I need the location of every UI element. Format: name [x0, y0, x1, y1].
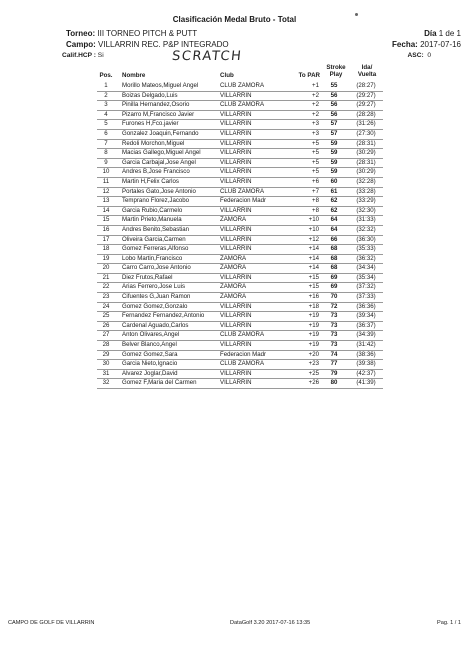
row-to-par: +2: [312, 110, 319, 118]
footer-left: CAMPO DE GOLF DE VILLARRIN: [8, 620, 95, 626]
row-nombre: Portales Gato,Jose Antonio: [122, 187, 196, 195]
row-club: VILLARRIN: [220, 379, 252, 387]
row-to-par: +25: [308, 369, 319, 377]
col-to-par: To PAR: [298, 72, 320, 79]
table-row: [97, 322, 383, 332]
row-pos: 16: [102, 225, 110, 233]
row-club: VILLARRIN: [220, 139, 252, 147]
row-ida-vuelta: (28:31): [356, 139, 376, 147]
fecha-value: 2017-07-16: [420, 40, 461, 49]
row-ida-vuelta: (36:36): [356, 302, 376, 310]
row-pos: 9: [104, 158, 108, 166]
campo-label: Campo:: [66, 40, 96, 49]
row-stroke: 69: [330, 273, 338, 281]
campo-value: VILLARRIN REC. P&P INTEGRADO: [98, 40, 229, 49]
row-pos: 22: [102, 283, 110, 291]
row-stroke: 73: [330, 312, 338, 320]
row-pos: 18: [102, 245, 110, 253]
row-pos: 21: [102, 273, 110, 281]
row-club: VILLARRIN: [220, 273, 252, 281]
row-nombre: Arias Ferrero,Jose Luis: [122, 283, 185, 291]
row-to-par: +10: [308, 216, 319, 224]
row-to-par: +1: [312, 82, 319, 89]
row-to-par: +5: [312, 139, 319, 147]
row-nombre: Redoli Morchon,Miguel: [122, 139, 185, 147]
row-club: ZAMORA: [220, 264, 247, 272]
row-ida-vuelta: (32:30): [356, 206, 376, 214]
row-ida-vuelta: (28:28): [356, 110, 376, 118]
row-stroke: 69: [330, 283, 338, 291]
row-to-par: +8: [312, 206, 319, 214]
row-to-par: +6: [312, 177, 319, 185]
row-stroke: 62: [330, 197, 338, 205]
row-stroke: 56: [330, 110, 338, 118]
row-club: VILLARRIN: [220, 369, 252, 377]
asc-line: [408, 52, 431, 59]
row-ida-vuelta: (32:28): [356, 177, 376, 185]
row-pos: 13: [102, 197, 110, 205]
row-ida-vuelta: (35:34): [356, 273, 376, 281]
campo-line: [66, 40, 229, 49]
row-nombre: Pizarro M,Francisco Javier: [122, 110, 195, 118]
table-row: [97, 245, 383, 255]
row-stroke: 59: [330, 149, 338, 157]
row-stroke: 74: [330, 350, 338, 358]
row-pos: 11: [102, 177, 110, 185]
row-club: VILLARRIN: [220, 235, 252, 243]
row-nombre: Lobo Martin,Francisco: [122, 254, 183, 262]
row-nombre: Gomez Ferreras,Alfonso: [122, 245, 189, 253]
table-row: [97, 226, 383, 236]
row-to-par: +14: [308, 254, 319, 262]
row-nombre: Diez Frutos,Rafael: [122, 273, 173, 281]
row-to-par: +5: [312, 149, 319, 157]
row-ida-vuelta: (27:30): [356, 129, 376, 137]
row-nombre: Oliveira Garcia,Carmen: [122, 235, 186, 243]
calif-value: Si: [97, 52, 104, 59]
row-ida-vuelta: (29:27): [356, 91, 376, 99]
row-ida-vuelta: (36:32): [356, 254, 376, 262]
row-pos: 17: [102, 235, 110, 243]
table-row: [97, 312, 383, 322]
row-to-par: +19: [308, 321, 319, 329]
footer-center: DataGolf 3.20 2017-07-16 13:35: [230, 620, 311, 626]
row-pos: 30: [102, 360, 110, 368]
row-pos: 5: [104, 120, 108, 128]
row-stroke: 57: [330, 129, 338, 137]
row-to-par: +2: [312, 101, 319, 109]
row-to-par: +12: [308, 235, 319, 243]
row-stroke: 73: [330, 331, 338, 339]
table-row: [97, 159, 383, 169]
asc-label: ASC:: [407, 52, 424, 59]
row-to-par: +15: [308, 283, 319, 291]
row-pos: 32: [102, 379, 110, 387]
row-ida-vuelta: (31:42): [356, 341, 376, 349]
table-row: [97, 82, 383, 92]
row-stroke: 59: [330, 168, 338, 176]
row-nombre: Carro Carro,Jose Antonio: [122, 264, 191, 272]
table-row: [97, 360, 383, 370]
table-row: [97, 101, 383, 111]
row-stroke: 70: [330, 293, 338, 301]
row-ida-vuelta: (36:30): [356, 235, 376, 243]
row-stroke: 68: [330, 264, 338, 272]
row-stroke: 73: [330, 341, 338, 349]
row-to-par: +3: [312, 129, 319, 137]
row-club: VILLARRIN: [220, 149, 252, 157]
row-club: VILLARRIN: [220, 91, 252, 99]
row-club: VILLARRIN: [220, 225, 252, 233]
row-club: CLUB ZAMORA: [220, 187, 265, 195]
row-to-par: +18: [308, 302, 319, 310]
col-nombre: Nombre: [122, 72, 146, 79]
row-club: VILLARRIN: [220, 158, 252, 166]
fecha-label: Fecha:: [392, 40, 418, 49]
row-nombre: Gonzalez Joaquin,Fernando: [122, 129, 199, 137]
row-pos: 26: [102, 321, 110, 329]
row-club: ZAMORA: [220, 283, 247, 291]
row-pos: 25: [102, 312, 110, 320]
row-pos: 31: [102, 369, 110, 377]
row-stroke: 68: [330, 254, 338, 262]
row-ida-vuelta: (41:39): [356, 379, 376, 387]
row-club: VILLARRIN: [220, 129, 252, 137]
calif-label: Calif.HCP :: [62, 52, 96, 59]
row-nombre: Gomez Gomez,Gonzalo: [122, 302, 188, 310]
row-ida-vuelta: (37:32): [356, 283, 376, 291]
row-nombre: Belver Blanco,Angel: [122, 341, 177, 349]
handwritten-note: SCRATCH: [171, 49, 244, 64]
row-nombre: Andres Benito,Sebastian: [122, 225, 190, 233]
row-stroke: 59: [330, 158, 338, 166]
row-club: ZAMORA: [220, 216, 247, 224]
table-row: [97, 197, 383, 207]
row-pos: 19: [102, 254, 110, 262]
row-nombre: Garcia Rubio,Carmelo: [122, 206, 183, 214]
table-row: [97, 111, 383, 121]
row-nombre: Morillo Mateos,Miguel Angel: [122, 82, 199, 89]
row-to-par: +26: [308, 379, 319, 387]
row-nombre: Cifuentes G,Juan Ramon: [122, 293, 191, 301]
row-stroke: 79: [330, 369, 338, 377]
row-ida-vuelta: (36:37): [356, 321, 376, 329]
dia-label: Día: [424, 29, 437, 38]
row-ida-vuelta: (31:33): [356, 216, 376, 224]
row-pos: 8: [104, 149, 108, 157]
table-row: [97, 149, 383, 159]
row-nombre: Cardenal Aguado,Carlos: [122, 321, 189, 329]
row-stroke: 60: [330, 177, 338, 185]
row-club: Federacion Madr: [220, 350, 267, 358]
row-pos: 12: [102, 187, 110, 195]
col-ida-vuelta: Ida/ Vuelta: [357, 64, 377, 78]
table-row: [97, 168, 383, 178]
table-row: [97, 331, 383, 341]
row-nombre: Martin H,Felix Carlos: [122, 177, 179, 185]
row-nombre: Temprano Florez,Jacobo: [122, 197, 190, 205]
row-ida-vuelta: (33:28): [356, 187, 376, 195]
row-ida-vuelta: (37:33): [356, 293, 376, 301]
table-row: [97, 207, 383, 217]
row-nombre: Fernandez Fernandez,Antonio: [122, 312, 205, 320]
row-stroke: 56: [330, 91, 338, 99]
row-pos: 3: [104, 101, 108, 109]
row-stroke: 73: [330, 321, 338, 329]
row-ida-vuelta: (34:34): [356, 264, 376, 272]
row-ida-vuelta: (42:37): [356, 369, 376, 377]
torneo-line: [66, 29, 197, 38]
table-row: [97, 341, 383, 351]
row-nombre: Macias Gallego,Miguel Angel: [122, 149, 201, 157]
results-table: [97, 82, 383, 389]
torneo-value: III TORNEO PITCH & PUTT: [97, 29, 198, 38]
row-nombre: Boizas Delgado,Luis: [122, 91, 178, 99]
row-club: VILLARRIN: [220, 206, 252, 214]
row-to-par: +3: [312, 120, 319, 128]
table-row: [97, 274, 383, 284]
report-title: Clasificación Medal Bruto - Total: [172, 15, 297, 24]
row-pos: 10: [102, 168, 110, 176]
row-ida-vuelta: (35:33): [356, 245, 376, 253]
row-stroke: 66: [330, 235, 338, 243]
row-club: CLUB ZAMORA: [220, 101, 265, 109]
table-row: [97, 178, 383, 188]
row-ida-vuelta: (38:36): [356, 350, 376, 358]
row-club: VILLARRIN: [220, 245, 252, 253]
row-ida-vuelta: (28:27): [356, 82, 376, 89]
row-to-par: +19: [308, 331, 319, 339]
row-ida-vuelta: (39:38): [356, 360, 376, 368]
row-stroke: 72: [330, 302, 338, 310]
row-to-par: +23: [308, 360, 319, 368]
row-nombre: Martin Prieto,Manuela: [122, 216, 182, 224]
row-to-par: +19: [308, 341, 319, 349]
row-nombre: Anton Olivares,Angel: [122, 331, 180, 339]
row-to-par: +5: [312, 168, 319, 176]
table-row: [97, 216, 383, 226]
row-ida-vuelta: (30:29): [356, 149, 376, 157]
row-to-par: +8: [312, 197, 319, 205]
row-club: VILLARRIN: [220, 120, 252, 128]
col-pos: Pos.: [99, 72, 113, 79]
row-stroke: 57: [330, 120, 338, 128]
dia-line: [424, 29, 461, 38]
table-row: [97, 255, 383, 265]
row-stroke: 56: [330, 101, 338, 109]
row-to-par: +10: [308, 225, 319, 233]
table-row: [97, 264, 383, 274]
dia-value: 1 de 1: [438, 29, 461, 38]
row-nombre: Andres B,Jose Francisco: [122, 168, 190, 176]
table-row: [97, 130, 383, 140]
table-row: [97, 370, 383, 380]
calif-line: [62, 52, 104, 59]
row-to-par: +5: [312, 158, 319, 166]
row-pos: 24: [102, 302, 110, 310]
row-ida-vuelta: (29:27): [356, 101, 376, 109]
col-club: Club: [220, 72, 234, 79]
asc-value: 0: [427, 52, 431, 59]
row-ida-vuelta: (34:39): [356, 331, 376, 339]
row-stroke: 62: [330, 206, 338, 214]
row-pos: 28: [102, 341, 110, 349]
row-ida-vuelta: (28:31): [356, 158, 376, 166]
paper-mark: [355, 13, 358, 16]
row-pos: 23: [102, 293, 110, 301]
row-ida-vuelta: (30:29): [356, 168, 376, 176]
row-nombre: Garcia Carbajal,Jose Angel: [122, 158, 196, 166]
row-club: VILLARRIN: [220, 341, 252, 349]
row-club: ZAMORA: [220, 293, 247, 301]
row-stroke: 55: [330, 82, 338, 89]
table-row: [97, 351, 383, 361]
row-club: VILLARRIN: [220, 321, 252, 329]
row-club: CLUB ZAMORA: [220, 82, 265, 89]
row-to-par: +2: [312, 91, 319, 99]
row-club: VILLARRIN: [220, 110, 252, 118]
table-row: [97, 188, 383, 198]
row-pos: 1: [104, 82, 108, 89]
torneo-label: Torneo:: [66, 29, 96, 38]
row-to-par: +15: [308, 273, 319, 281]
row-club: VILLARRIN: [220, 312, 252, 320]
row-nombre: Furones H,Fco.javier: [122, 120, 179, 128]
table-row: [97, 236, 383, 246]
row-ida-vuelta: (33:29): [356, 197, 376, 205]
footer-right: Pag. 1 / 1: [437, 620, 461, 626]
row-stroke: 64: [330, 225, 338, 233]
row-nombre: Gomez F,Maria del Carmen: [122, 379, 197, 387]
row-pos: 2: [104, 91, 108, 99]
row-club: ZAMORA: [220, 254, 247, 262]
row-to-par: +16: [308, 293, 319, 301]
table-row: [97, 140, 383, 150]
row-ida-vuelta: (39:34): [356, 312, 376, 320]
row-stroke: 77: [330, 360, 338, 368]
table-row: [97, 120, 383, 130]
row-stroke: 64: [330, 216, 338, 224]
row-club: VILLARRIN: [220, 177, 252, 185]
fecha-line: [392, 40, 461, 49]
row-pos: 27: [102, 331, 110, 339]
table-row: [97, 303, 383, 313]
row-ida-vuelta: (32:32): [356, 225, 376, 233]
row-pos: 14: [102, 206, 110, 214]
row-ida-vuelta: (31:26): [356, 120, 376, 128]
row-club: CLUB ZAMORA: [220, 331, 265, 339]
row-nombre: Gomez Gomez,Sara: [122, 350, 178, 358]
row-pos: 20: [102, 264, 110, 272]
row-to-par: +20: [308, 350, 319, 358]
table-row: [97, 379, 383, 389]
table-row: [97, 283, 383, 293]
row-pos: 29: [102, 350, 110, 358]
row-to-par: +14: [308, 264, 319, 272]
row-pos: 7: [104, 139, 108, 147]
row-club: CLUB ZAMORA: [220, 360, 265, 368]
row-club: VILLARRIN: [220, 168, 252, 176]
row-club: Federacion Madr: [220, 197, 267, 205]
table-row: [97, 92, 383, 102]
row-nombre: Alvarez Joglar,David: [122, 369, 178, 377]
row-stroke: 59: [330, 139, 338, 147]
row-to-par: +14: [308, 245, 319, 253]
row-to-par: +7: [312, 187, 319, 195]
row-pos: 6: [104, 129, 108, 137]
row-stroke: 80: [330, 379, 338, 387]
col-stroke-play: Stroke Play: [326, 64, 346, 78]
row-nombre: Pinilla Hernandez,Osorio: [122, 101, 190, 109]
row-stroke: 68: [330, 245, 338, 253]
row-nombre: Garcia Nieto,Ignacio: [122, 360, 178, 368]
row-to-par: +19: [308, 312, 319, 320]
table-row: [97, 293, 383, 303]
row-club: VILLARRIN: [220, 302, 252, 310]
row-pos: 4: [104, 110, 108, 118]
row-stroke: 61: [330, 187, 338, 195]
row-pos: 15: [102, 216, 110, 224]
